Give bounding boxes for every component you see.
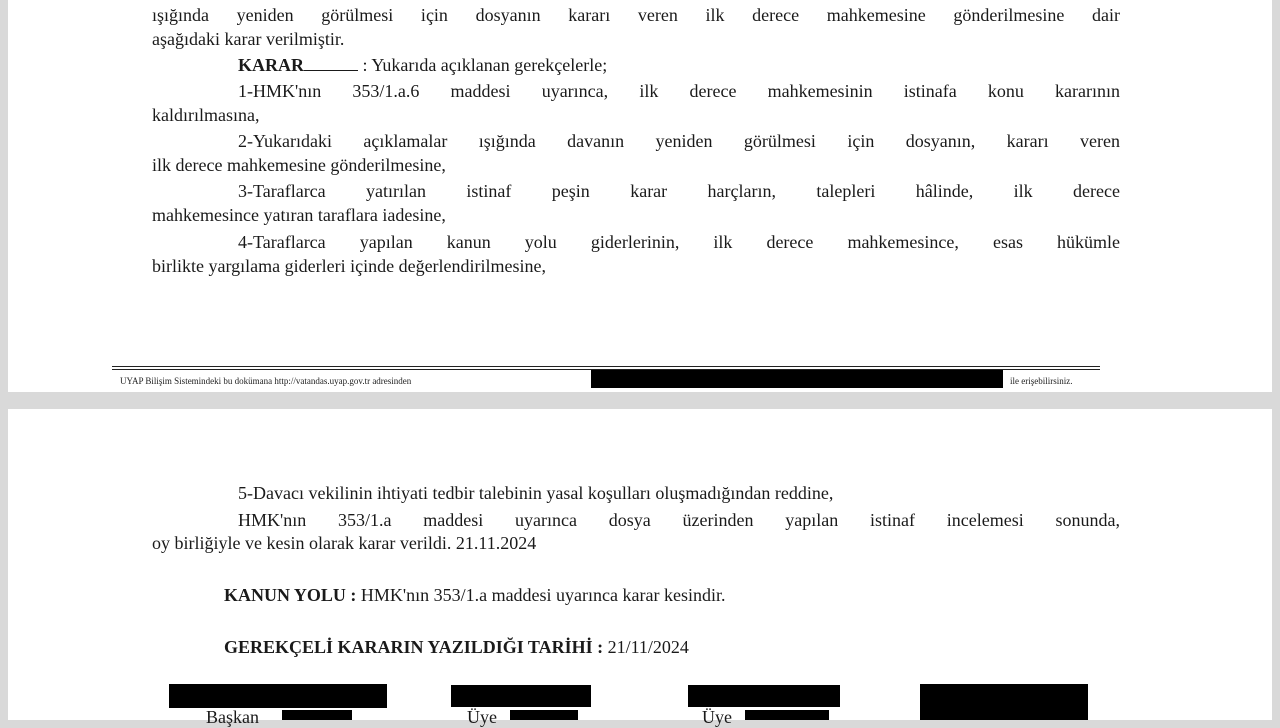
text-line: aşağıdaki karar verilmiştir. xyxy=(152,29,345,49)
kanun-yolu-text: HMK'nın 353/1.a maddesi uyarınca karar kesindir. xyxy=(360,585,726,605)
closing-paragraph: HMK'nın 353/1.a maddesi uyarınca dosya üzerinden yapılan istinaf incelemesi sonunda, xyxy=(238,510,1120,530)
footer-access-text: ile erişebilirsiniz. xyxy=(1010,376,1073,386)
decision-item-1: 1-HMK'nın 353/1.a.6 maddesi uyarınca, ilk derece mahkemesinin istinafa konu kararının xyxy=(238,81,1120,101)
redaction-bar xyxy=(282,710,352,720)
redaction-bar xyxy=(591,370,1003,388)
gerekceli-karar-line xyxy=(224,636,689,658)
text-line: ışığında yeniden görülmesi için dosyanın kararı veren ilk derece mahkemesine gönderilmesine dair xyxy=(152,5,1120,25)
signature-uye: Üye xyxy=(467,707,497,727)
footer-rule xyxy=(112,366,1100,367)
signature-baskan: Başkan xyxy=(206,707,259,727)
decision-item-3-cont: mahkemesince yatıran taraflara iadesine, xyxy=(152,205,446,225)
karar-heading xyxy=(238,54,607,76)
decision-item-2-cont: ilk derece mahkemesine gönderilmesine, xyxy=(152,155,446,175)
redaction-bar xyxy=(688,685,840,707)
karar-label: KARAR xyxy=(238,55,304,75)
kanun-yolu-label: KANUN YOLU : xyxy=(224,585,357,605)
decision-item-5: 5-Davacı vekilinin ihtiyati tedbir talebinin yasal koşulları oluşmadığından reddine, xyxy=(238,483,834,503)
decision-item-3: 3-Taraflarca yatırılan istinaf peşin karar harçların, talepleri hâlinde, ilk derece xyxy=(238,181,1120,201)
redaction-bar xyxy=(745,710,829,720)
redaction-bar xyxy=(169,684,387,708)
signature-uye: Üye xyxy=(702,707,732,727)
gerekceli-karar-label: GEREKÇELİ KARARIN YAZILDIĞI TARİHİ : xyxy=(224,637,604,657)
document-page-2 xyxy=(8,409,1272,720)
gerekceli-karar-date: 21/11/2024 xyxy=(607,637,689,657)
decision-item-2: 2-Yukarıdaki açıklamalar ışığında davanın yeniden görülmesi için dosyanın, kararı veren xyxy=(238,131,1120,151)
decision-item-4-cont: birlikte yargılama giderleri içinde değerlendirilmesine, xyxy=(152,256,547,276)
footer-uyap-text: UYAP Bilişim Sistemindeki bu dokümana http://vatandas.uyap.gov.tr adresinden xyxy=(120,376,412,386)
karar-underline xyxy=(304,54,358,71)
decision-item-1-cont: kaldırılmasına, xyxy=(152,105,260,125)
closing-paragraph-cont: oy birliğiyle ve kesin olarak karar verildi. 21.11.2024 xyxy=(152,533,537,553)
decision-item-4: 4-Taraflarca yapılan kanun yolu giderlerinin, ilk derece mahkemesince, esas hükümle xyxy=(238,232,1120,252)
redaction-bar xyxy=(920,684,1088,720)
redaction-bar xyxy=(451,685,591,707)
redaction-bar xyxy=(510,710,578,720)
kanun-yolu-line xyxy=(224,584,725,606)
karar-intro: : Yukarıda açıklanan gerekçelerle; xyxy=(362,55,608,75)
